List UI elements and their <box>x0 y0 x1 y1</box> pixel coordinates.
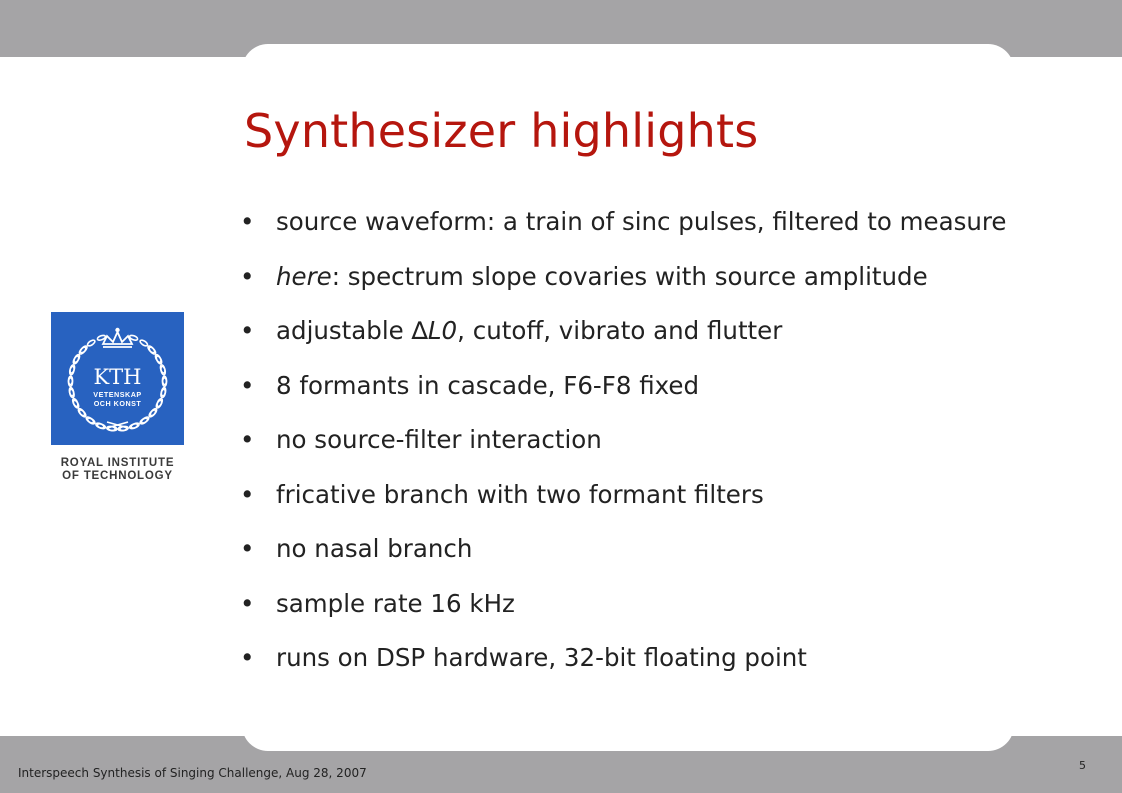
wreath-leaf <box>154 354 162 363</box>
wreath-leaf <box>141 416 150 424</box>
wreath-leaf <box>69 364 75 373</box>
kth-emblem-icon <box>51 312 184 445</box>
bullet-text: , cutoff, vibrato and flutter <box>457 316 783 345</box>
bullet-text: no nasal branch <box>276 534 473 563</box>
wreath-leaf <box>160 364 166 373</box>
wreath-leaf <box>130 422 139 429</box>
bullet-item <box>240 259 1006 314</box>
bullet-dot: • <box>240 588 255 618</box>
bullet-item <box>240 368 1006 423</box>
bullet-dot: • <box>240 643 255 672</box>
wreath-leaf <box>147 345 156 354</box>
logo-monogram: KTH <box>93 365 142 389</box>
slide-title: Synthesizer highlights <box>244 104 759 158</box>
bullet-item <box>240 204 1006 259</box>
wreath-leaf <box>139 339 148 347</box>
bullet-dot: • <box>240 316 255 345</box>
logo-line1: VETENSKAP <box>93 390 142 399</box>
bullet-item <box>240 313 1006 368</box>
page-number: 5 <box>1079 759 1086 772</box>
bullet-item <box>240 586 1006 641</box>
bullet-emphasis: ∆L0 <box>411 316 458 345</box>
wreath-leaf <box>149 408 157 417</box>
bullet-dot: • <box>240 370 255 400</box>
bullet-text: : spectrum slope covaries with source amplitude <box>331 261 928 291</box>
logo-caption-line1: ROYAL INSTITUTE <box>60 457 175 469</box>
wreath-leaf <box>72 398 79 407</box>
bullet-list <box>240 204 1006 695</box>
logo-line2: OCH KONST <box>93 399 142 408</box>
bullet-item <box>240 640 1006 695</box>
bullet-emphasis: here <box>276 261 332 291</box>
crown-icon <box>103 332 132 344</box>
bullet-item <box>240 477 1006 532</box>
bullet-text: runs on DSP hardware, 32-bit floating point <box>276 643 807 672</box>
wreath-leaf <box>156 398 163 407</box>
bullet-item <box>240 531 1006 586</box>
bullet-dot: • <box>240 425 255 454</box>
wreath-leaf <box>73 354 81 363</box>
bullet-dot: • <box>240 534 255 563</box>
wreath-leaf <box>79 345 88 354</box>
bullet-dot: • <box>240 207 255 236</box>
bullet-text: 8 formants in cascade, F6-F8 fixed <box>276 370 700 400</box>
footer-text: Interspeech Synthesis of Singing Challenge, Aug 28, 2007 <box>18 766 367 780</box>
bullet-text: source waveform: a train of sinc pulses, filtered to measure <box>276 207 1007 236</box>
wreath-leaf <box>77 408 85 417</box>
bullet-dot: • <box>240 261 255 291</box>
bullet-text: no source-filter interaction <box>276 425 602 454</box>
kth-logo <box>51 312 184 445</box>
bullet-dot: • <box>240 479 255 509</box>
bullet-item <box>240 422 1006 477</box>
wreath-leaf <box>87 339 96 347</box>
wreath-leaf <box>85 416 94 424</box>
bullet-text: sample rate 16 kHz <box>276 588 515 618</box>
bullet-text: fricative branch with two formant filters <box>276 479 764 509</box>
wreath-leaf <box>95 422 104 429</box>
logo-caption <box>51 457 184 483</box>
bullet-text: adjustable <box>276 316 412 345</box>
logo-caption-line2: OF TECHNOLOGY <box>62 470 173 482</box>
